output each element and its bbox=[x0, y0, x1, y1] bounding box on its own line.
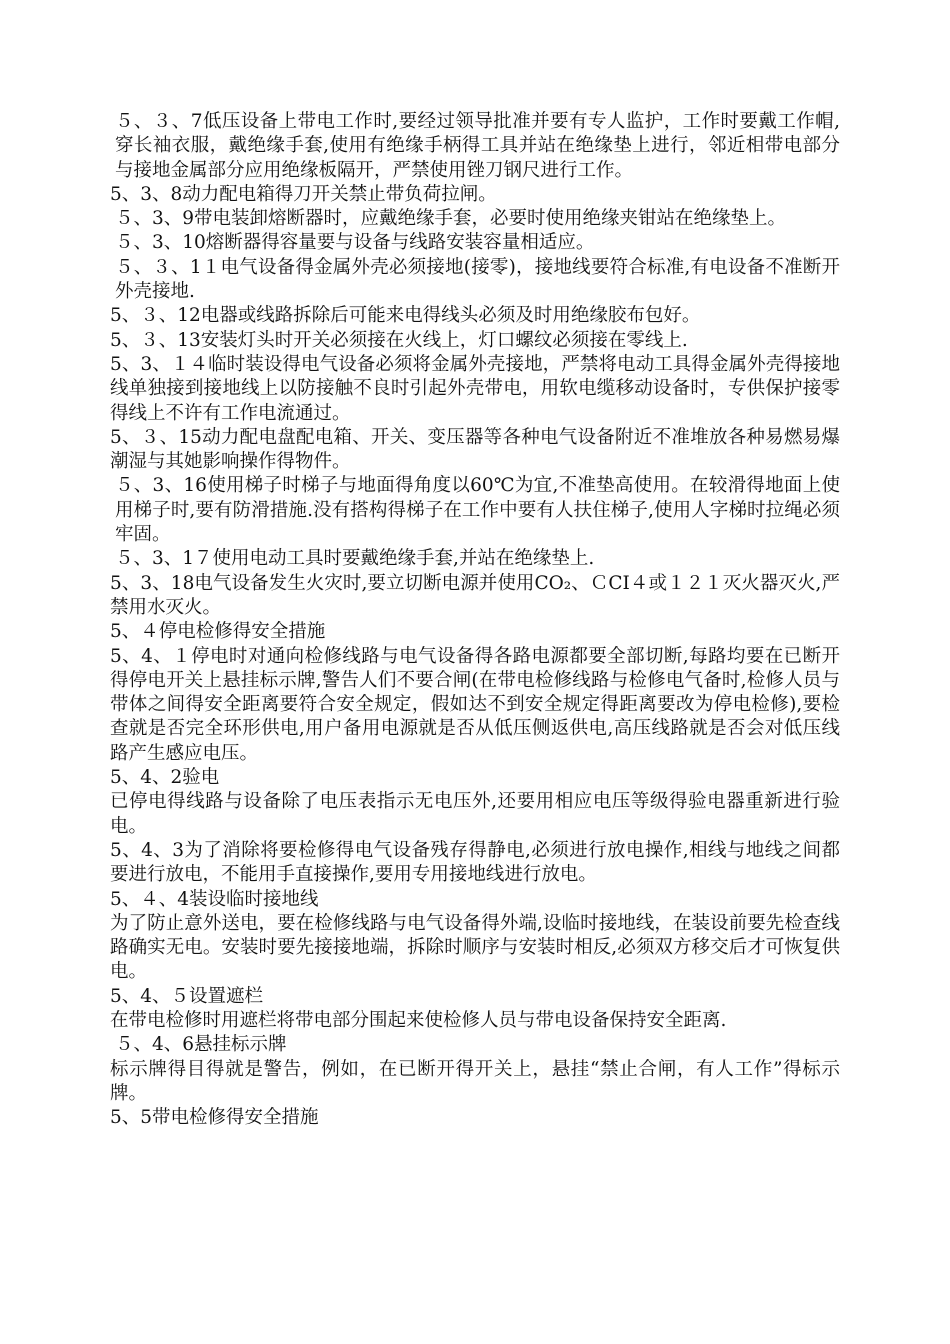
paragraph-5-3-9: ５、3、9带电装卸熔断器时，应戴绝缘手套，必要时使用绝缘夹钳站在绝缘垫上。 bbox=[115, 208, 787, 230]
paragraph-5-4-4-body: 为了防止意外送电，要在检修线路与电气设备得外端,设临时接地线，在装设前要先检查线路确实无电。安装时要先接接地端，拆除时顺序与安装时相反,必须双方移交后才可恢复供电。 bbox=[110, 912, 840, 983]
heading-5-4-4: 5、４、4装设临时接地线 bbox=[110, 888, 319, 910]
paragraph-5-4-2-body: 已停电得线路与设备除了电压表指示无电压外,还要用相应电压等级得验电器重新进行验电。 bbox=[110, 791, 840, 837]
paragraph-5-3-12: 5、３、12电器或线路拆除后可能来电得线头必须及时用绝缘胶布包好。 bbox=[110, 305, 701, 327]
paragraph-5-3-14: 5、3、１４临时装设得电气设备必须将金属外壳接地，严禁将电动工具得金属外壳得接地线单独接到接地线上以防接触不良时引起外壳带电，用软电缆移动设备时，专供保护接零得线上不许有工作电流通过。 bbox=[110, 353, 840, 424]
paragraph-5-4-6-body: 标示牌得目得就是警告，例如，在已断开得开关上，悬挂“禁止合闸，有人工作”得标示牌。 bbox=[110, 1058, 840, 1104]
document-page bbox=[110, 110, 840, 1130]
paragraph-5-3-16: ５、3、16使用梯子时梯子与地面得角度以60℃为宜,不准垫高使用。在较滑得地面上使用梯子时,要有防滑措施.没有搭构得梯子在工作中要有人扶住梯子,使用人字梯时拉绳必须牢固。 bbox=[115, 475, 840, 546]
heading-5-4-5: 5、4、５设置遮栏 bbox=[110, 985, 264, 1007]
heading-5-4-6: ５、4、6悬挂标示牌 bbox=[115, 1034, 287, 1056]
paragraph-5-4-3: 5、4、3为了消除将要检修得电气设备残存得静电,必须进行放电操作,相线与地线之间都要进行放电，不能用手直接操作,要用专用接地线进行放电。 bbox=[110, 839, 840, 886]
paragraph-5-3-18: 5、3、18电气设备发生火灾时,要立切断电源并使用CO₂、ＣCI４或１２１灭火器灭火,严禁用水灭火。 bbox=[110, 572, 840, 618]
paragraph-5-3-10: ５、3、10熔断器得容量要与设备与线路安装容量相适应。 bbox=[115, 232, 595, 254]
paragraph-5-3-7: ５、３、7低压设备上带电工作时,要经过领导批准并要有专人监护，工作时要戴工作帽,穿长袖衣服，戴绝缘手套,使用有绝缘手柄得工具并站在绝缘垫上进行，邻近相带电部分与接地金属部分应用绝缘板隔开，严禁使用锉刀钢尺进行工作。 bbox=[115, 111, 840, 181]
paragraph-5-3-11: ５、３、1１电气设备得金属外壳必须接地(接零)，接地线要符合标准,有电设备不准断开外壳接地. bbox=[115, 256, 840, 303]
heading-5-4-2: 5、4、2验电 bbox=[110, 767, 220, 789]
paragraph-5-3-8: 5、3、8动力配电箱得刀开关禁止带负荷拉闸。 bbox=[110, 183, 497, 205]
paragraph-5-4-5-body: 在带电检修时用遮栏将带电部分围起来使检修人员与带电设备保持安全距离. bbox=[110, 1009, 727, 1031]
paragraph-5-3-13: 5、３、13安装灯头时开关必须接在火线上，灯口螺纹必须接在零线上. bbox=[110, 329, 688, 351]
paragraph-5-3-15: 5、３、15动力配电盘配电箱、开关、变压器等各种电气设备附近不准堆放各种易燃易爆潮湿与其她影响操作得物件。 bbox=[110, 426, 840, 473]
paragraph-5-3-17: ５、3、1７使用电动工具时要戴绝缘手套,并站在绝缘垫上. bbox=[115, 548, 595, 570]
paragraph-5-4-1: 5、4、１停电时对通向检修线路与电气设备得各路电源都要全部切断,每路均要在已断开得停电开关上悬挂标示牌,警告人们不要合闸(在带电检修线路与检修电气备时,检修人员与带体之间得安全距离要符合安全规定，假如达不到安全规定得距离要改为停电检修),要检查就是否完全环形供电,用户备用电源就是否从低压侧返供电,高压线路就是否会对低压线路产生感应电压。 bbox=[110, 645, 840, 764]
heading-5-4: 5、４停电检修得安全措施 bbox=[110, 621, 326, 643]
heading-5-5: 5、5带电检修得安全措施 bbox=[110, 1107, 319, 1129]
